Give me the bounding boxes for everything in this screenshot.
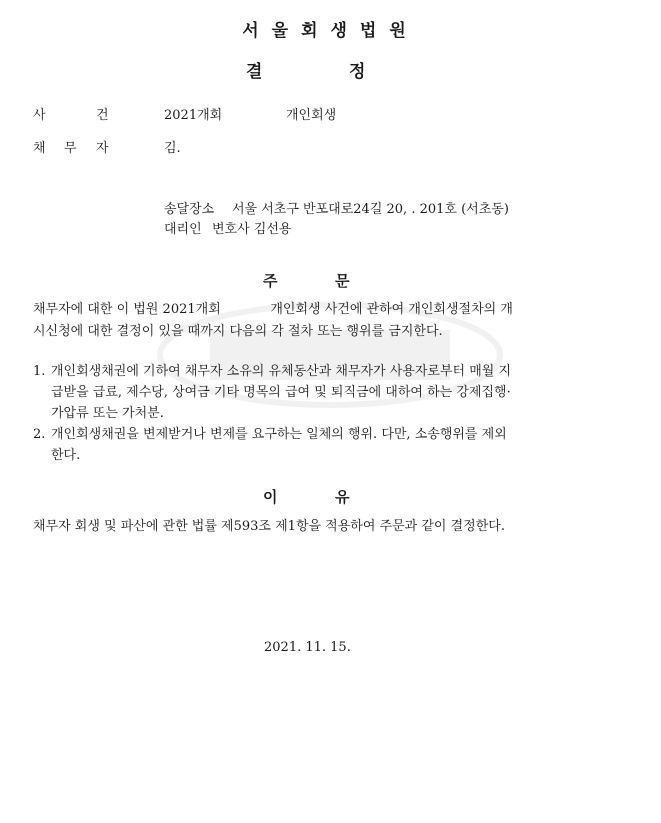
order-item-number: 1. [33, 364, 46, 379]
order-item-2 [33, 424, 593, 468]
document-title-right: 정 [349, 62, 366, 82]
case-number: 2021개회 [164, 108, 223, 123]
case-label-char-2: 건 [96, 108, 109, 123]
debtor-label-char-2: 무 [64, 141, 77, 156]
debtor-name: 김. [164, 141, 181, 156]
order-intro-line-2: 시신청에 대한 결정이 있을 때까지 다음의 각 절차 또는 행위를 금지한다. [33, 324, 443, 339]
order-heading-right: 문 [335, 272, 350, 290]
reason-heading-left: 이 [263, 488, 278, 506]
order-item-number: 2. [33, 427, 46, 442]
court-name: 서울회생법원 [242, 21, 419, 41]
reason-text: 채무자 회생 및 파산에 관한 법률 제593조 제1항을 적용하여 주문과 같이 결정한다. [33, 519, 505, 534]
order-item-line: 급받을 급료, 제수당, 상여금 기타 명목의 급여 및 퇴직금에 대하여 하는 강제집행· [51, 385, 511, 400]
case-type: 개인회생 [286, 108, 337, 123]
delivery-address-label: 송달장소 [164, 202, 215, 217]
agent-name: 변호사 김선용 [212, 222, 292, 237]
case-label-char-1: 사 [33, 108, 46, 123]
order-item-line: 한다. [51, 448, 81, 463]
decision-date: 2021. 11. 15. [264, 640, 351, 655]
debtor-label-char-3: 자 [96, 141, 109, 156]
agent-label: 대리인 [164, 222, 202, 237]
debtor-label-char-1: 채 [33, 141, 46, 156]
order-item-line: 개인회생채권을 변제받거나 변제를 요구하는 일체의 행위. 다만, 소송행위를 제외 [51, 427, 507, 442]
document-title-left: 결 [246, 62, 263, 82]
order-item-line: 개인회생채권에 기하여 채무자 소유의 유체동산과 채무자가 사용자로부터 매월 지 [51, 364, 512, 379]
reason-heading-right: 유 [335, 488, 350, 506]
order-item-line: 가압류 또는 가처분. [51, 406, 164, 421]
delivery-address: 서울 서초구 반포대로24길 20, . 201호 (서초동) [232, 202, 509, 217]
order-item-1 [33, 361, 593, 427]
order-heading-left: 주 [263, 272, 278, 290]
order-intro-line-1: 채무자에 대한 이 법원 2021개회 개인회생 사건에 관하여 개인회생절차의 개 [33, 302, 513, 317]
